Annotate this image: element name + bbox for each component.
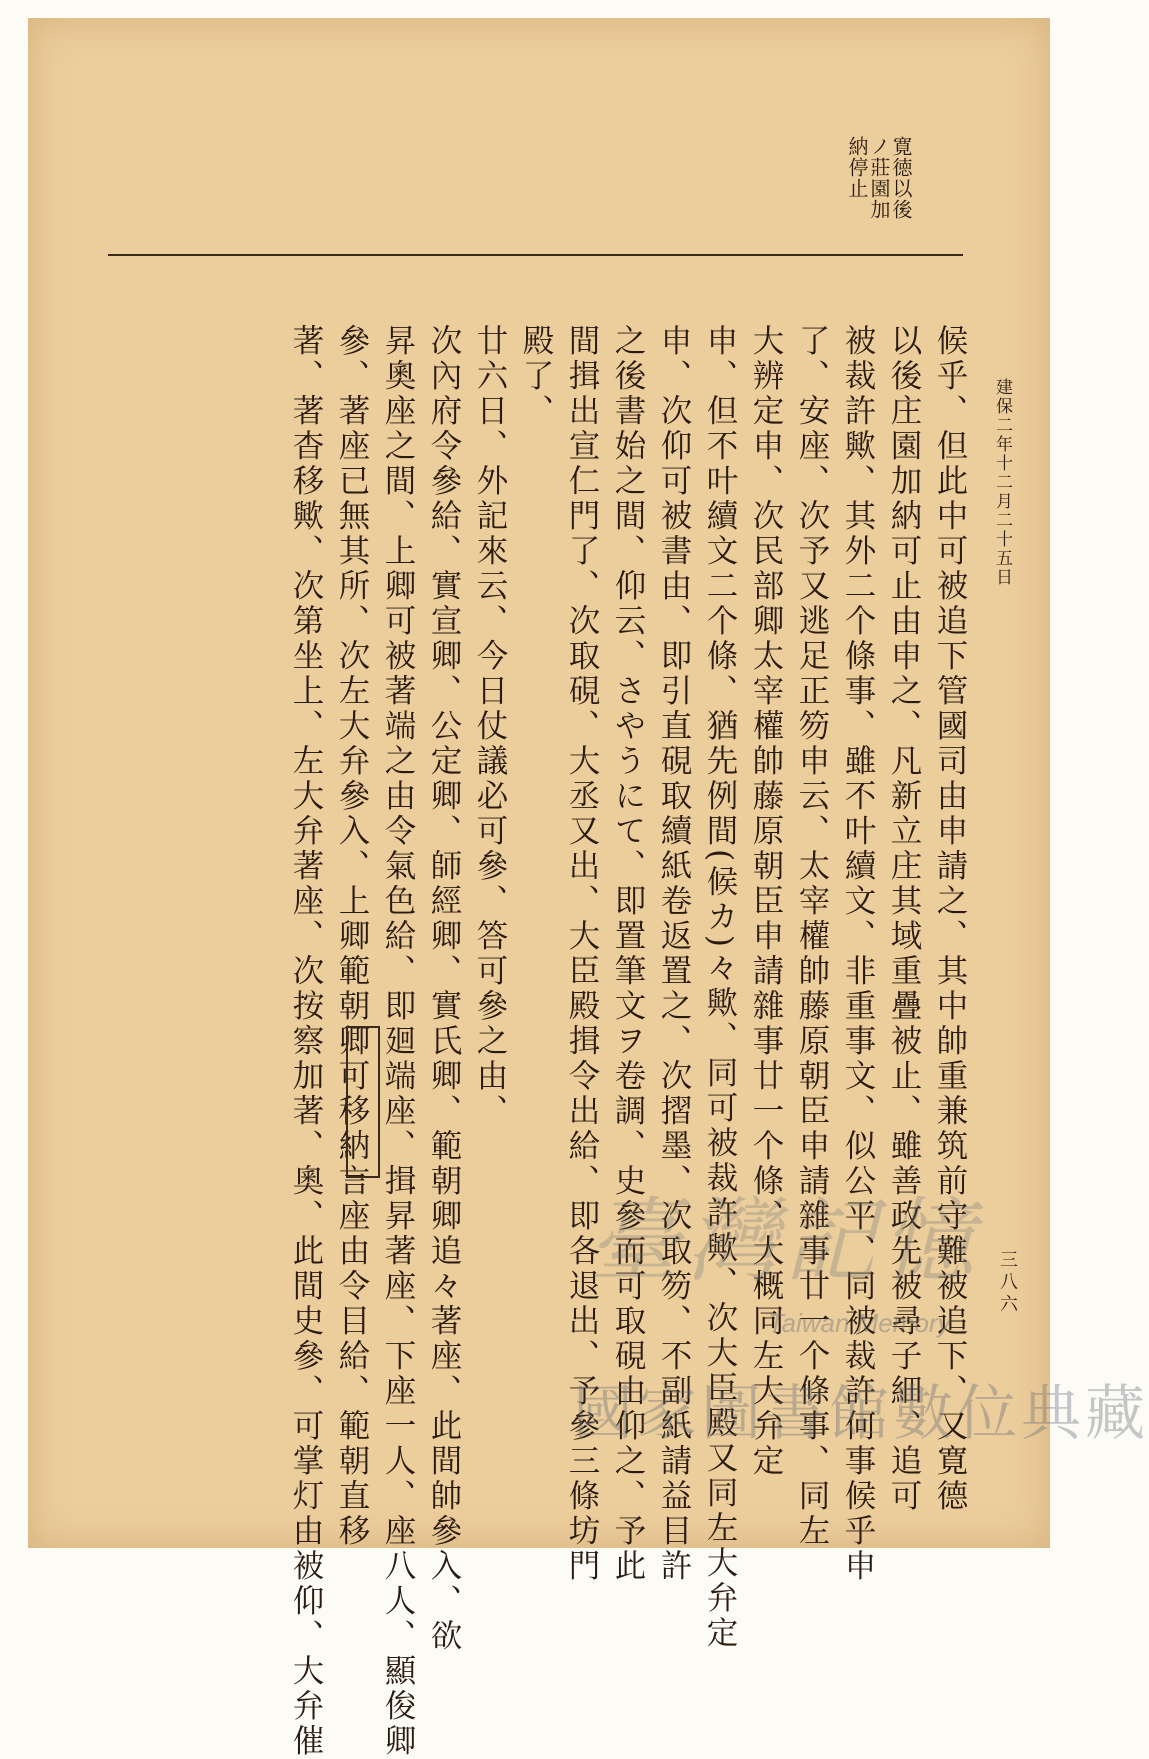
text-column: 昇奧座之間、上卿可被著端之由令氣色給、即廻端座、揖昇著座、下座一人、座八人、顯俊卿 (380, 324, 416, 1759)
text-column: 申、但不叶續文二个條、猶先例間(候カ)々歟、同可被裁許歟、次大臣殿又同左大弁定 (702, 324, 738, 1651)
watermark-english: Taiwan Memory (768, 1308, 951, 1338)
text-column: 廿六日、外記來云、今日仗議必可參、答可參之由、 (472, 324, 508, 1129)
header-rule (108, 254, 963, 256)
text-column: 之後書始之間、仰云、さやうにて、即置筆文ヲ卷調、史參而可取硯由仰之、予此 (610, 324, 646, 1584)
text-column: 候乎、但此中可被追下管國司由申請之、其中帥重兼筑前守難被追下、又寛德 (932, 324, 968, 1514)
text-column: 次內府令參給、實宣卿、公定卿、師經卿、實氏卿、範朝卿追々著座、此間帥參入、欲 (426, 324, 462, 1654)
watermark-chinese: 國家圖書館數位典藏 (573, 1379, 1149, 1449)
text-column: 申、次仰可被書由、即引直硯取續紙卷返置之、次摺墨、次取笏、不副紙請益目許 (656, 324, 692, 1584)
page-number: 三八六 (997, 1250, 1018, 1316)
book-page (28, 18, 1149, 1759)
margin-note-line: 寛徳以後 (889, 136, 913, 220)
text-column: 殿了、 (518, 324, 554, 429)
text-column: 間揖出宣仁門了、次取硯、大丞又出、大臣殿揖令出給、即各退出、予參三條坊門 (564, 324, 600, 1584)
text-column: 以後庄園加納可止由申之、凡新立庄其域重疊被止、雖善政先被尋子細、追可 (886, 324, 922, 1514)
lacuna-box (346, 1026, 380, 1178)
margin-note-line: 納停止 (845, 136, 869, 199)
text-column: 被裁許歟、其外二个條事、雖不叶續文、非重事文、似公平、同被裁許何事候乎申 (840, 324, 876, 1584)
text-column: 了、安座、次予又逃足正笏申云、太宰權帥藤原朝臣申請雜事廿一个條事、同左 (794, 324, 830, 1549)
watermark-logo: 臺灣記憶 (588, 1188, 981, 1295)
text-column: 著、著杳移歟、次第坐上、左大弁著座、次按察加著、奧、此間史參、可掌灯由被仰、大弁催 (288, 324, 324, 1759)
margin-note-line: ノ莊園加 (867, 136, 891, 220)
text-column: 大辨定申、次民部卿太宰權帥藤原朝臣申請雜事廿一个條、大概同左大弁定 (748, 324, 784, 1479)
running-head: 建保二年十二月二十五日 (992, 378, 1012, 587)
text-column: 參、著座已無其所、次左大弁參入、上卿範朝卿可移納言座由令目給、範朝直移 (334, 324, 370, 1549)
